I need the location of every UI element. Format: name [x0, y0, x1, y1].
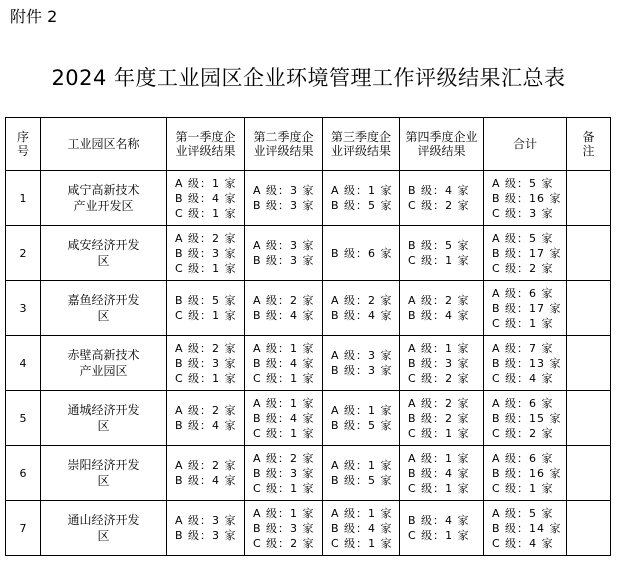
- header-remark: 备注: [567, 118, 611, 171]
- header-index: 序号: [6, 118, 41, 171]
- grade-line: C 级：1 家: [175, 261, 237, 275]
- grade-cell-total: [484, 446, 567, 501]
- grade-line: A 级：6 家: [492, 451, 554, 465]
- grade-line: A 级：2 家: [175, 404, 237, 417]
- grade-cell-q2: [245, 446, 323, 501]
- attachment-label: 附件 2: [10, 7, 58, 26]
- grade-cell-q1: [167, 501, 245, 556]
- header-park: 工业园区名称: [41, 118, 167, 171]
- grade-cell-q3: [323, 446, 400, 501]
- grade-line: C 级：1 家: [408, 529, 470, 542]
- row-index: 3: [6, 281, 41, 336]
- grade-line: B 级：4 家: [408, 466, 470, 480]
- row-index: 7: [6, 501, 41, 556]
- grade-cell-q1: [167, 391, 245, 446]
- grade-line: C 级：1 家: [408, 426, 470, 440]
- grade-line: C 级：1 家: [253, 371, 315, 385]
- grade-line: A 级：5 家: [492, 506, 554, 520]
- grade-cell-q4: [400, 501, 484, 556]
- grade-cell-q1: [167, 281, 245, 336]
- grade-cell-total: [484, 226, 567, 281]
- grade-line: A 级：2 家: [253, 451, 315, 465]
- grade-line: B 级：3 家: [175, 246, 237, 260]
- table-row: [6, 226, 611, 281]
- header-row: [6, 118, 611, 171]
- grade-line: B 级：5 家: [331, 199, 393, 212]
- grade-line: A 级：7 家: [492, 341, 554, 355]
- park-name: 崇阳经济开发区: [41, 446, 167, 501]
- grade-cell-q2: [245, 391, 323, 446]
- grade-line: B 级：15 家: [492, 411, 562, 425]
- grade-line: C 级：4 家: [492, 371, 554, 385]
- grade-line: B 级：3 家: [331, 364, 393, 377]
- grade-cell-q1: [167, 171, 245, 226]
- grade-line: A 级：1 家: [253, 506, 315, 520]
- grade-line: C 级：2 家: [408, 199, 470, 212]
- grade-line: A 级：2 家: [253, 294, 315, 307]
- grade-line: B 级：3 家: [408, 356, 470, 370]
- row-index: 6: [6, 446, 41, 501]
- document-title: 2024 年度工业园区企业环境管理工作评级结果汇总表: [51, 66, 566, 90]
- grade-line: B 级：3 家: [253, 199, 315, 212]
- grade-line: B 级：17 家: [492, 246, 562, 260]
- grade-line: B 级：3 家: [175, 529, 237, 542]
- grade-cell-q2: [245, 226, 323, 281]
- park-name: 通山经济开发区: [41, 501, 167, 556]
- grade-cell-q3: [323, 226, 400, 281]
- grade-line: A 级：1 家: [253, 396, 315, 410]
- grade-cell-q3: [323, 501, 400, 556]
- grade-line: A 级：6 家: [492, 396, 554, 410]
- grade-line: C 级：2 家: [492, 426, 554, 440]
- grade-line: A 级：3 家: [253, 184, 315, 197]
- grade-line: C 级：1 家: [492, 481, 554, 495]
- grade-line: A 级：1 家: [175, 176, 237, 190]
- grade-cell-q2: [245, 336, 323, 391]
- park-name: 咸宁高新技术产业开发区: [41, 171, 167, 226]
- grade-cell-q4: [400, 171, 484, 226]
- remark-cell: [567, 171, 611, 226]
- grade-line: B 级：4 家: [408, 184, 470, 197]
- table-row: [6, 501, 611, 556]
- grade-cell-total: [484, 336, 567, 391]
- park-name: 通城经济开发区: [41, 391, 167, 446]
- remark-cell: [567, 501, 611, 556]
- grade-line: A 级：1 家: [408, 341, 470, 355]
- table-body: [6, 171, 611, 556]
- park-name: 赤壁高新技术产业园区: [41, 336, 167, 391]
- grade-cell-q1: [167, 226, 245, 281]
- row-index: 5: [6, 391, 41, 446]
- table-row: [6, 336, 611, 391]
- table-row: [6, 171, 611, 226]
- grade-cell-q1: [167, 336, 245, 391]
- header-q2: 第二季度企业评级结果: [245, 118, 323, 171]
- grade-line: A 级：1 家: [331, 459, 393, 472]
- row-index: 1: [6, 171, 41, 226]
- rating-summary-table: [5, 117, 611, 556]
- grade-cell-q4: [400, 336, 484, 391]
- grade-line: A 级：3 家: [175, 514, 237, 527]
- grade-line: B 级：3 家: [253, 521, 315, 535]
- grade-cell-q3: [323, 171, 400, 226]
- grade-line: A 级：2 家: [408, 294, 470, 307]
- row-index: 2: [6, 226, 41, 281]
- grade-line: B 级：4 家: [408, 514, 470, 527]
- grade-line: A 级：1 家: [331, 506, 393, 520]
- remark-cell: [567, 391, 611, 446]
- grade-cell-total: [484, 501, 567, 556]
- park-name: 咸安经济开发区: [41, 226, 167, 281]
- remark-cell: [567, 336, 611, 391]
- grade-line: A 级：2 家: [175, 459, 237, 472]
- grade-line: B 级：16 家: [492, 466, 562, 480]
- grade-line: A 级：3 家: [253, 239, 315, 252]
- grade-line: B 级：4 家: [175, 191, 237, 205]
- grade-line: B 级：5 家: [175, 294, 237, 307]
- grade-line: B 级：2 家: [408, 411, 470, 425]
- grade-line: C 级：2 家: [492, 261, 554, 275]
- grade-line: B 级：5 家: [331, 474, 393, 487]
- grade-line: B 级：4 家: [175, 474, 237, 487]
- grade-line: C 级：1 家: [492, 316, 554, 330]
- grade-line: A 级：2 家: [331, 294, 393, 307]
- grade-line: C 级：1 家: [175, 309, 237, 322]
- grade-line: B 级：13 家: [492, 356, 562, 370]
- remark-cell: [567, 446, 611, 501]
- grade-cell-q4: [400, 281, 484, 336]
- grade-cell-q2: [245, 501, 323, 556]
- grade-line: A 级：3 家: [331, 349, 393, 362]
- grade-line: A 级：1 家: [331, 184, 393, 197]
- grade-line: A 级：5 家: [492, 231, 554, 245]
- grade-line: B 级：4 家: [408, 309, 470, 322]
- table-row: [6, 446, 611, 501]
- grade-cell-total: [484, 171, 567, 226]
- grade-line: C 级：1 家: [408, 481, 470, 495]
- grade-line: B 级：4 家: [253, 356, 315, 370]
- grade-line: C 级：2 家: [408, 371, 470, 385]
- grade-line: C 级：2 家: [253, 536, 315, 550]
- grade-cell-q1: [167, 446, 245, 501]
- grade-line: B 级：5 家: [331, 419, 393, 432]
- grade-line: A 级：2 家: [408, 396, 470, 410]
- grade-cell-q3: [323, 281, 400, 336]
- grade-cell-q4: [400, 391, 484, 446]
- remark-cell: [567, 281, 611, 336]
- header-total: 合计: [484, 118, 567, 171]
- grade-cell-q2: [245, 171, 323, 226]
- grade-line: B 级：17 家: [492, 301, 562, 315]
- grade-cell-q4: [400, 226, 484, 281]
- table-row: [6, 391, 611, 446]
- grade-line: B 级：16 家: [492, 191, 562, 205]
- grade-line: A 级：6 家: [492, 286, 554, 300]
- grade-line: A 级：1 家: [408, 451, 470, 465]
- grade-line: A 级：2 家: [175, 341, 237, 355]
- grade-line: C 级：1 家: [408, 254, 470, 267]
- grade-line: C 级：1 家: [253, 481, 315, 495]
- park-name: 嘉鱼经济开发区: [41, 281, 167, 336]
- grade-line: B 级：4 家: [331, 309, 393, 322]
- grade-line: B 级：4 家: [331, 521, 393, 535]
- grade-line: B 级：14 家: [492, 521, 562, 535]
- grade-line: B 级：3 家: [253, 466, 315, 480]
- grade-line: B 级：4 家: [253, 411, 315, 425]
- grade-cell-total: [484, 281, 567, 336]
- grade-cell-q3: [323, 391, 400, 446]
- grade-cell-q4: [400, 446, 484, 501]
- grade-line: B 级：6 家: [331, 246, 393, 260]
- grade-line: B 级：3 家: [253, 254, 315, 267]
- grade-line: A 级：1 家: [253, 341, 315, 355]
- grade-line: A 级：5 家: [492, 176, 554, 190]
- table-row: [6, 281, 611, 336]
- grade-line: C 级：3 家: [492, 206, 554, 220]
- header-q1: 第一季度企业评级结果: [167, 118, 245, 171]
- header-q4: 第四季度企业评级结果: [400, 118, 484, 171]
- row-index: 4: [6, 336, 41, 391]
- grade-line: A 级：1 家: [331, 404, 393, 417]
- grade-line: A 级：2 家: [175, 231, 237, 245]
- grade-line: B 级：4 家: [175, 419, 237, 432]
- grade-line: B 级：4 家: [253, 309, 315, 322]
- grade-cell-total: [484, 391, 567, 446]
- grade-cell-q3: [323, 336, 400, 391]
- header-q3: 第三季度企业评级结果: [323, 118, 400, 171]
- grade-line: C 级：1 家: [331, 536, 393, 550]
- remark-cell: [567, 226, 611, 281]
- grade-line: C 级：1 家: [175, 206, 237, 220]
- grade-cell-q2: [245, 281, 323, 336]
- grade-line: C 级：1 家: [253, 426, 315, 440]
- grade-line: C 级：4 家: [492, 536, 554, 550]
- grade-line: C 级：1 家: [175, 371, 237, 385]
- grade-line: B 级：3 家: [175, 356, 237, 370]
- grade-line: B 级：5 家: [408, 239, 470, 252]
